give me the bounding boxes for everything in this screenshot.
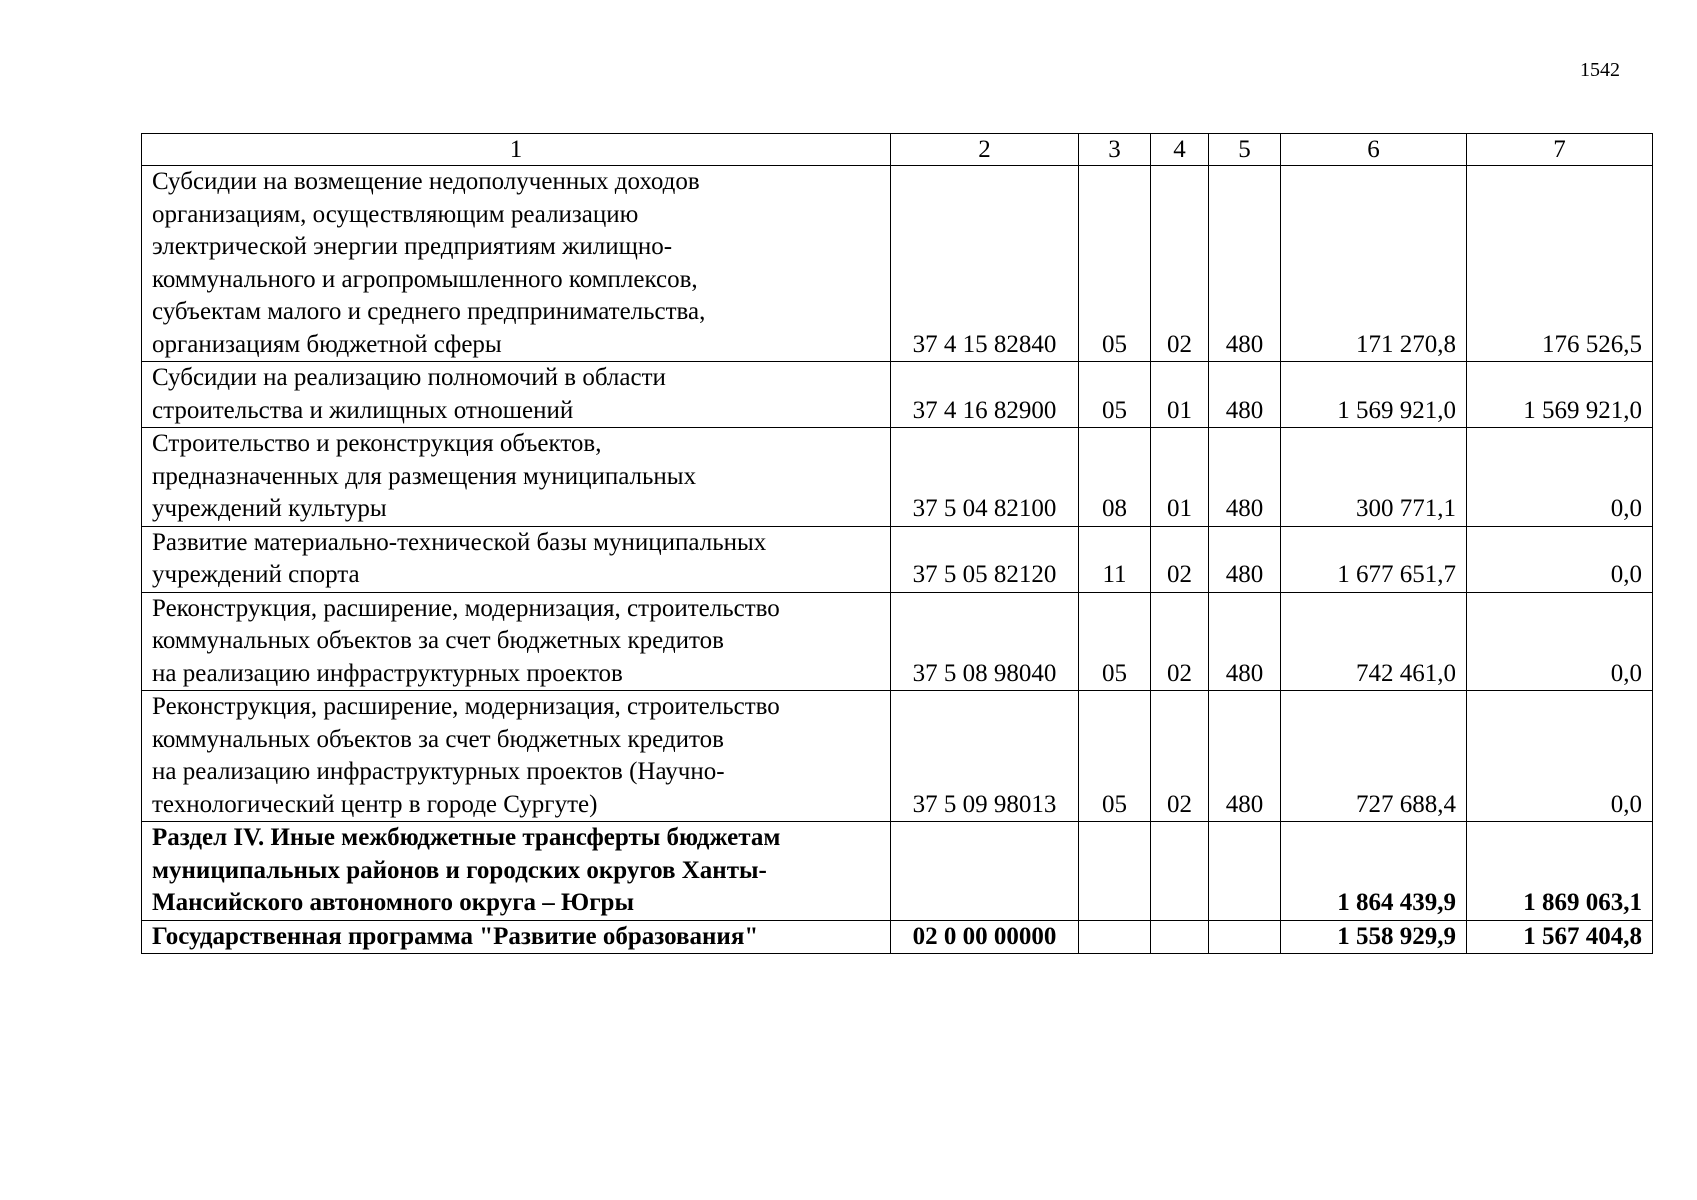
description-line: Реконструкция, расширение, модернизация, строительство [152,693,780,720]
amount-year-1: 171 270,8 [1281,166,1467,362]
table-row [142,592,1653,691]
expense-type-code: 480 [1209,592,1281,691]
table-row [142,526,1653,592]
description-line: предназначенных для размещения муниципальных [152,462,697,490]
description-line: Реконструкция, расширение, модернизация, строительство [152,594,780,622]
description-line: организациям, осуществляющим реализацию [152,200,639,228]
amount-year-2: 0,0 [1467,526,1653,592]
description-line: субъектам малого и среднего предпринимательства, [152,298,706,325]
amount-year-2: 1 569 921,0 [1467,362,1653,428]
amount-year-2: 0,0 [1467,691,1653,822]
description-line: строительства и жилищных отношений [152,396,574,424]
description-line: коммунального и агропромышленного комплексов, [152,265,698,293]
expense-type-code: 480 [1209,166,1281,362]
header-cell-3: 3 [1079,134,1151,166]
amount-year-2: 0,0 [1467,428,1653,527]
expense-type-code [1209,822,1281,921]
row-description [142,592,891,691]
section-code: 05 [1079,362,1151,428]
table-row [142,920,1653,954]
expense-type-code: 480 [1209,691,1281,822]
target-article-code: 02 0 00 00000 [891,920,1079,954]
amount-year-1: 1 558 929,9 [1281,920,1467,954]
amount-year-2: 0,0 [1467,592,1653,691]
amount-year-1: 1 864 439,9 [1281,822,1467,921]
target-article-code: 37 5 09 98013 [891,691,1079,822]
header-cell-6: 6 [1281,134,1467,166]
header-cell-1: 1 [142,134,891,166]
row-description [142,691,891,822]
expense-type-code: 480 [1209,428,1281,527]
target-article-code [891,822,1079,921]
section-code: 11 [1079,526,1151,592]
expense-type-code: 480 [1209,526,1281,592]
description-line: муниципальных районов и городских округов Ханты- [152,856,767,884]
subsection-code: 01 [1151,428,1209,527]
section-code [1079,920,1151,954]
row-description [142,362,891,428]
description-line: на реализацию инфраструктурных проектов (Научно- [152,758,725,785]
amount-year-1: 1 677 651,7 [1281,526,1467,592]
description-line: Мансийского автономного округа – Югры [152,889,634,916]
table-row [142,166,1653,362]
target-article-code: 37 5 08 98040 [891,592,1079,691]
table-header-row [142,134,1653,166]
amount-year-2: 1 567 404,8 [1467,920,1653,954]
amount-year-2: 176 526,5 [1467,166,1653,362]
description-line: коммунальных объектов за счет бюджетных кредитов [152,725,724,753]
description-line: Государственная программа "Развитие образования" [152,922,759,950]
description-line: Субсидии на реализацию полномочий в области [152,364,666,391]
section-code: 05 [1079,592,1151,691]
header-cell-5: 5 [1209,134,1281,166]
expense-type-code [1209,920,1281,954]
row-description [142,822,891,921]
description-line: Развитие материально-технической базы муниципальных [152,528,767,556]
description-line: Раздел IV. Иные межбюджетные трансферты бюджетам [152,824,781,851]
subsection-code: 02 [1151,592,1209,691]
subsection-code: 02 [1151,526,1209,592]
table-row [142,691,1653,822]
table-row [142,428,1653,527]
description-line: технологический центр в городе Сургуте) [152,790,598,818]
expense-type-code: 480 [1209,362,1281,428]
amount-year-2: 1 869 063,1 [1467,822,1653,921]
description-line: учреждений культуры [152,495,387,522]
target-article-code: 37 5 05 82120 [891,526,1079,592]
amount-year-1: 300 771,1 [1281,428,1467,527]
budget-table [141,133,1653,954]
row-description [142,526,891,592]
subsection-code: 01 [1151,362,1209,428]
section-code: 08 [1079,428,1151,527]
description-line: Субсидии на возмещение недополученных доходов [152,168,700,195]
page-number: 1542 [1580,59,1620,81]
description-line: коммунальных объектов за счет бюджетных кредитов [152,627,724,654]
section-code: 05 [1079,166,1151,362]
header-cell-4: 4 [1151,134,1209,166]
row-description [142,166,891,362]
description-line: на реализацию инфраструктурных проектов [152,659,623,687]
amount-year-1: 1 569 921,0 [1281,362,1467,428]
row-description [142,920,891,954]
amount-year-1: 727 688,4 [1281,691,1467,822]
section-code [1079,822,1151,921]
subsection-code [1151,822,1209,921]
subsection-code: 02 [1151,166,1209,362]
description-line: электрической энергии предприятиям жилищно- [152,233,673,260]
description-line: учреждений спорта [152,561,360,588]
header-cell-7: 7 [1467,134,1653,166]
row-description [142,428,891,527]
header-cell-2: 2 [891,134,1079,166]
subsection-code [1151,920,1209,954]
target-article-code: 37 4 15 82840 [891,166,1079,362]
table-row [142,362,1653,428]
target-article-code: 37 4 16 82900 [891,362,1079,428]
amount-year-1: 742 461,0 [1281,592,1467,691]
table-row [142,822,1653,921]
description-line: организациям бюджетной сферы [152,330,502,358]
description-line: Строительство и реконструкция объектов, [152,430,602,457]
section-code: 05 [1079,691,1151,822]
subsection-code: 02 [1151,691,1209,822]
target-article-code: 37 5 04 82100 [891,428,1079,527]
